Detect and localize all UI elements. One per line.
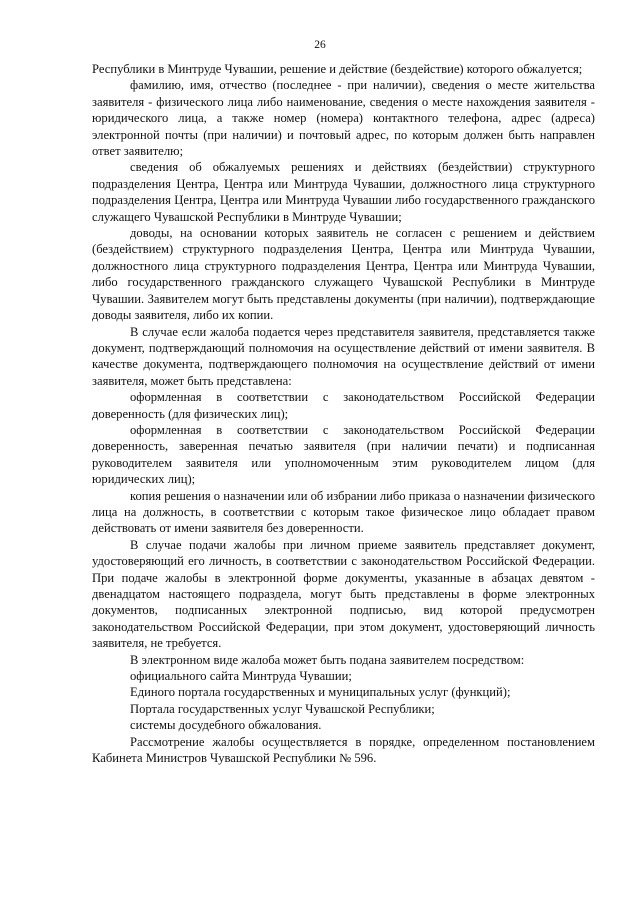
paragraph: В случае если жалоба подается через представителя заявителя, представляется также документ, подтверждающий полномочия на осуществление действий от имени заявителя. В качестве документа, подтверждающего полномочия на осуществление действий от имени заявителя, может быть представлена:: [92, 324, 595, 388]
paragraph: Республики в Минтруде Чувашии, решение и действие (бездействие) которого обжалуется;: [92, 62, 583, 76]
list-item: Портала государственных услуг Чувашской Республики;: [130, 701, 435, 716]
paragraph: сведения об обжалуемых решениях и действиях (бездействии) структурного подразделения Центра, Центра или Минтруда Чувашии, должностного лица структурного подразделения Центра, Центра или Минтруда Чувашии либо государственного гражданского служащего Чувашской Республики в Минтруде Чувашии;: [92, 160, 595, 224]
paragraph: доводы, на основании которых заявитель не согласен с решением и действием (бездействием) структурного подразделения Центра, Центра или Минтруда Чувашии, должностного лица структурного подразделения Центра, Центра или Минтруда Чувашии, либо государственного гражданского служащего Чувашской Республики в Минтруде Чувашии. Заявителем могут быть представлены документы (при наличии), подтверждающие доводы заявителя, либо их копии.: [92, 226, 595, 323]
page-number: 26: [314, 39, 326, 51]
list-item: официального сайта Минтруда Чувашии;: [130, 669, 352, 684]
paragraph: копия решения о назначении или об избрании либо приказа о назначении физического лица на должность, в соответствии с которым такое физическое лицо обладает правом действовать от имени заявителя без доверенности.: [92, 488, 595, 536]
document-body: [92, 61, 595, 766]
list-item: Единого портала государственных и муниципальных услуг (функций);: [130, 685, 511, 700]
paragraph: фамилию, имя, отчество (последнее - при наличии), сведения о месте жительства заявителя - физического лица либо наименование, сведения о месте нахождения заявителя - юридического лица, а также номер (номера) контактного телефона, адрес (адреса) электронной почты (при наличии) и почтовый адрес, по которым должен быть направлен ответ заявителю;: [92, 78, 595, 159]
paragraph: оформленная в соответствии с законодательством Российской Федерации доверенность (для физических лиц);: [92, 390, 595, 421]
list-item: системы досудебного обжалования.: [130, 718, 322, 733]
paragraph: Рассмотрение жалобы осуществляется в порядке, определенном постановлением Кабинета Министров Чувашской Республики № 596.: [92, 734, 595, 766]
paragraph: В случае подачи жалобы при личном приеме заявитель представляет документ, удостоверяющий его личность, в соответствии с законодательством Российской Федерации. При подаче жалобы в электронной форме документы, указанные в абзацах девятом - двенадцатом настоящего подраздела, могут быть представлены в форме электронных документов, подписанных электронной подписью, вид которой предусмотрен законодательством Российской Федерации, при этом документ, удостоверяющий личность заявителя, не требуется.: [92, 537, 595, 651]
paragraph: В электронном виде жалоба может быть подана заявителем посредством:: [130, 652, 525, 667]
paragraph: оформленная в соответствии с законодательством Российской Федерации доверенность, заверенная печатью заявителя (при наличии печати) и подписанная руководителем заявителя или уполномоченным этим руководителем лицом (для юридических лиц);: [92, 422, 595, 487]
